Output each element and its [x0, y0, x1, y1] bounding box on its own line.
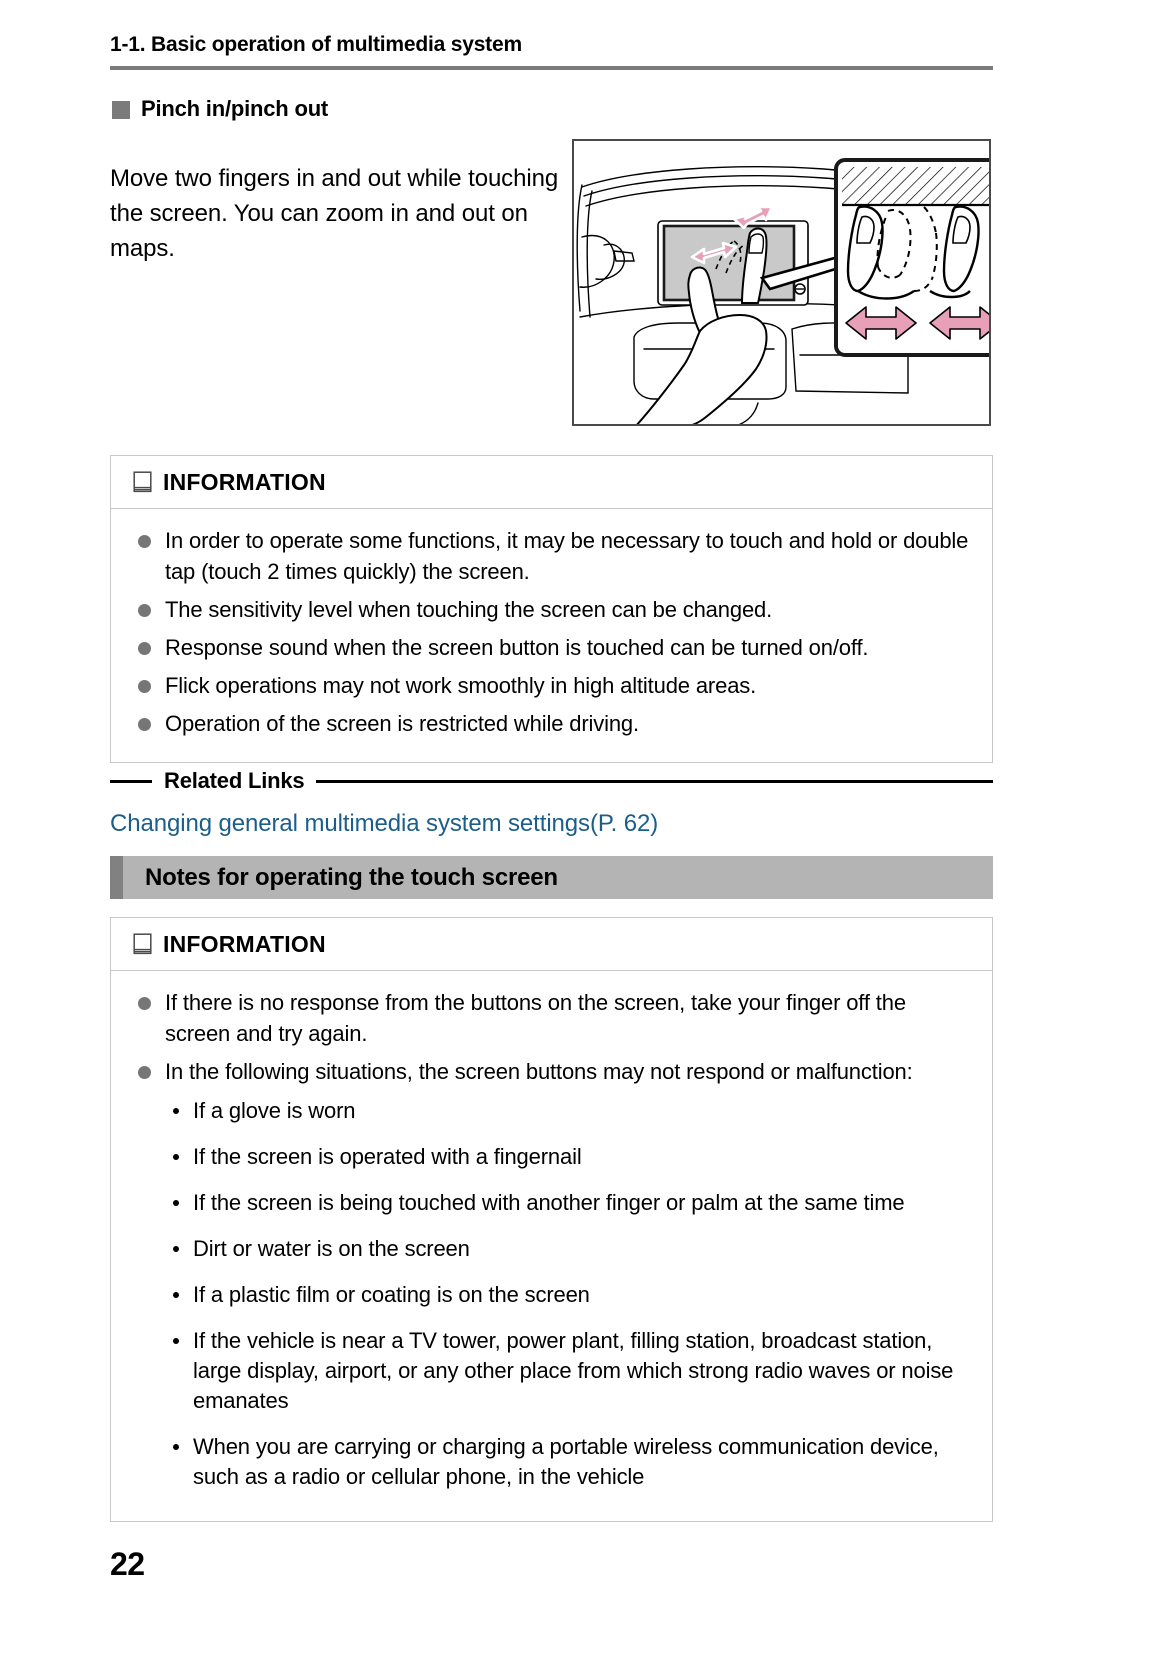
information-box-2	[110, 917, 993, 1522]
list-item: When you are carrying or charging a portable wireless communication device, such as a radio or cellular phone, in the vehicle	[165, 1432, 972, 1492]
section-bar-body	[123, 856, 993, 899]
related-link[interactable]: Changing general multimedia system settings(P. 62)	[110, 810, 659, 837]
information-box-2-body	[111, 971, 992, 1521]
pinch-gesture-illustration-svg	[574, 141, 991, 426]
section-bar-title: Notes for operating the touch screen	[145, 863, 558, 891]
running-header-title: 1-1. Basic operation of multimedia system	[110, 33, 522, 56]
page-number: 22	[110, 1546, 145, 1582]
information-box-1-body	[111, 509, 992, 762]
list-item	[133, 1056, 972, 1492]
section-bar-edge	[110, 856, 123, 899]
information-box-1-list	[133, 525, 972, 739]
information-box-2-list	[133, 987, 972, 1492]
information-box-1	[110, 455, 993, 763]
list-item: If a glove is worn	[165, 1096, 972, 1126]
pinch-gesture-illustration	[572, 139, 991, 426]
list-item: Dirt or water is on the screen	[165, 1234, 972, 1264]
related-links-header	[110, 768, 993, 794]
section-intro-text: Move two fingers in and out while touching the screen. You can zoom in and out on maps.	[110, 165, 559, 262]
list-item: If there is no response from the buttons on the screen, take your finger off the screen and try again.	[133, 987, 972, 1049]
information-box-1-title: INFORMATION	[163, 468, 326, 495]
list-item: The sensitivity level when touching the screen can be changed.	[133, 594, 972, 625]
section-heading	[112, 96, 328, 122]
related-links-section	[110, 768, 993, 838]
related-links-rule-right	[316, 780, 993, 783]
book-icon	[133, 933, 152, 955]
list-item: In order to operate some functions, it may be necessary to touch and hold or double tap (touch 2 times quickly) the screen.	[133, 525, 972, 587]
list-item-label: In the following situations, the screen buttons may not respond or malfunction:	[165, 1059, 913, 1084]
information-box-2-header	[111, 918, 992, 971]
related-links-rule-left	[110, 780, 152, 783]
information-box-2-sublist	[165, 1096, 972, 1492]
book-icon	[133, 471, 152, 493]
list-item: If the screen is operated with a fingernail	[165, 1142, 972, 1172]
list-item: If a plastic film or coating is on the screen	[165, 1280, 972, 1310]
list-item: Flick operations may not work smoothly in high altitude areas.	[133, 670, 972, 701]
section-heading-label: Pinch in/pinch out	[141, 96, 329, 121]
list-item: Operation of the screen is restricted while driving.	[133, 708, 972, 739]
running-header	[110, 32, 993, 70]
related-links-label: Related Links	[164, 768, 305, 793]
header-divider	[110, 66, 993, 70]
list-item: If the screen is being touched with another finger or palm at the same time	[165, 1188, 972, 1218]
information-box-1-header	[111, 456, 992, 509]
list-item: Response sound when the screen button is touched can be turned on/off.	[133, 632, 972, 663]
square-marker-icon	[112, 101, 130, 119]
information-box-2-title: INFORMATION	[163, 930, 326, 957]
list-item: If the vehicle is near a TV tower, power plant, filling station, broadcast station, large display, airport, or any other place from which strong radio waves or noise emanates	[165, 1326, 972, 1416]
section-bar	[110, 856, 993, 899]
